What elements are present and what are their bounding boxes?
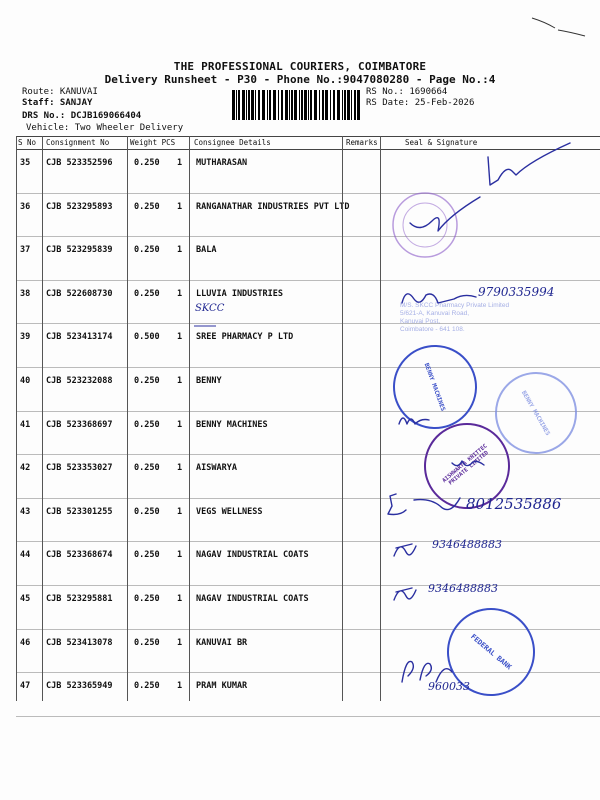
row-sno: 42	[20, 463, 31, 474]
row-weight: 0.250	[134, 593, 160, 604]
row-pcs: 1	[177, 637, 183, 648]
row-sno: 41	[20, 419, 31, 430]
barcode-bar	[330, 90, 331, 120]
barcode-bar	[342, 90, 343, 120]
phone-38: 9790335994	[478, 285, 555, 299]
strike-sree	[190, 322, 220, 332]
row-consignee: NAGAV INDUSTRIAL COATS	[196, 550, 309, 561]
signature-43	[380, 488, 470, 522]
barcode-bar	[314, 90, 317, 120]
row-pcs: 1	[177, 201, 183, 212]
row-pcs: 1	[177, 550, 183, 561]
table-row	[16, 455, 600, 499]
row-consignee: NAGAV INDUSTRIAL COATS	[196, 593, 309, 604]
barcode-bar	[344, 90, 346, 120]
table-row	[16, 194, 600, 238]
barcode-bar	[246, 90, 247, 120]
barcode-bar	[238, 90, 240, 120]
phone-45: 9346488883	[428, 582, 498, 595]
row-sno: 35	[20, 158, 31, 168]
row-pcs: 1	[177, 506, 183, 517]
col-consignee: Consignee Details	[194, 138, 271, 147]
barcode-bar	[232, 90, 235, 120]
row-consignment-no: CJB 523352596	[46, 158, 113, 168]
table-row	[16, 237, 600, 281]
note-47: 960033	[428, 680, 470, 693]
row-consignment-no: CJB 523368697	[46, 419, 113, 430]
row-consignee: MUTHARASAN	[196, 158, 248, 168]
row-consignee: RANGANATHAR INDUSTRIES PVT LTD	[196, 201, 350, 212]
drs-label: DRS No.: DCJB169066404	[22, 111, 142, 121]
stamp-42: AISHWARYA KNITTEC PRIVATE LIMITED	[406, 405, 527, 526]
signature-44	[388, 536, 428, 564]
row-pcs: 1	[177, 245, 183, 256]
rule	[127, 136, 128, 701]
row-sno: 37	[20, 245, 31, 256]
barcode-bar	[301, 90, 303, 120]
barcode-bar	[319, 90, 320, 120]
row-pcs: 1	[177, 288, 183, 299]
barcode-bar	[255, 90, 256, 120]
barcode-bar	[262, 90, 265, 120]
row-weight: 0.250	[134, 245, 160, 256]
staff-label: Staff: SANJAY	[22, 98, 93, 108]
company-title: THE PROFESSIONAL COURIERS, COIMBATORE	[173, 60, 427, 73]
row-sno: 43	[20, 506, 31, 517]
barcode-bar	[333, 90, 335, 120]
barcode-bar	[242, 90, 245, 120]
barcode-bar	[291, 90, 293, 120]
row-weight: 0.250	[134, 419, 160, 430]
row-weight: 0.250	[134, 506, 160, 517]
barcode-bar	[310, 90, 312, 120]
barcode-bar	[285, 90, 288, 120]
rule	[16, 136, 17, 701]
row-sno: 38	[20, 288, 31, 299]
barcode-bar	[325, 90, 328, 120]
col-remarks: Remarks	[346, 138, 378, 147]
table-row	[16, 542, 600, 586]
row-consignment-no: CJB 523232088	[46, 375, 113, 386]
barcode-bar	[354, 90, 356, 120]
barcode	[232, 90, 362, 120]
barcode-bar	[322, 90, 324, 120]
row-consignee: SREE PHARMACY P LTD	[196, 332, 294, 343]
row-consignee: VEGS WELLNESS	[196, 506, 263, 517]
phone-44: 9346488883	[432, 538, 502, 551]
row-pcs: 1	[177, 158, 183, 168]
barcode-bar	[337, 90, 340, 120]
row-consignment-no: CJB 523368674	[46, 550, 113, 561]
row-pcs: 1	[177, 681, 183, 692]
barcode-bar	[258, 90, 260, 120]
phone-43: 8012535886	[466, 495, 562, 513]
corner-mark	[530, 10, 590, 40]
row-weight: 0.250	[134, 681, 160, 692]
row-consignee: PRAM KUMAR	[196, 681, 248, 692]
col-consignment: Consignment No	[46, 138, 110, 147]
rule	[342, 136, 343, 701]
stamp-41: BENNY MACHINES	[480, 357, 592, 469]
barcode-bar	[273, 90, 276, 120]
rule	[42, 136, 43, 701]
row-weight: 0.250	[134, 375, 160, 386]
signature-42	[448, 455, 488, 475]
row-sno: 39	[20, 332, 31, 343]
barcode-bar	[236, 90, 237, 120]
runsheet-subtitle: Delivery Runsheet - P30 - Phone No.:9047080280 - Page No.:4	[104, 73, 496, 86]
signature-41	[395, 410, 435, 430]
barcode-bar	[251, 90, 254, 120]
correction-39: SKCC	[195, 303, 225, 314]
stamp-38: M/S. SKCC Pharmacy Private Limited 5/621-A, Kanuvai Road, Kanuvai Post, Coimbatore - 641 108.	[400, 302, 510, 333]
row-sno: 47	[20, 681, 31, 692]
row-weight: 0.250	[134, 288, 160, 299]
barcode-bar	[308, 90, 309, 120]
barcode-bar	[347, 90, 350, 120]
row-pcs: 1	[177, 375, 183, 386]
row-sno: 46	[20, 637, 31, 648]
stamp-40: BENNY MACHINES	[381, 333, 489, 441]
barcode-bar	[357, 90, 360, 120]
row-consignee: BALA	[196, 245, 217, 256]
barcode-bar	[351, 90, 352, 120]
stamp-46: FEDERAL BANK	[429, 590, 553, 714]
barcode-bar	[269, 90, 271, 120]
stamp-36-37	[380, 185, 500, 275]
barcode-bar	[289, 90, 290, 120]
row-consignment-no: CJB 523413174	[46, 332, 113, 343]
row-pcs: 1	[177, 332, 183, 343]
barcode-bar	[299, 90, 300, 120]
row-weight: 0.250	[134, 637, 160, 648]
row-consignee: BENNY	[196, 375, 222, 386]
row-weight: 0.250	[134, 463, 160, 474]
row-consignment-no: CJB 523295881	[46, 593, 113, 604]
barcode-bar	[248, 90, 250, 120]
row-sno: 45	[20, 593, 31, 604]
rs-number: RS No.: 1690664	[366, 87, 448, 97]
row-consignment-no: CJB 523301255	[46, 506, 113, 517]
signature-45	[388, 580, 428, 608]
row-consignment-no: CJB 523295839	[46, 245, 113, 256]
rs-date: RS Date: 25-Feb-2026	[366, 98, 475, 108]
row-consignment-no: CJB 523295893	[46, 201, 113, 212]
col-weight-pcs: Weight PCS	[130, 138, 176, 147]
vehicle-label: Vehicle: Two Wheeler Delivery	[26, 123, 184, 133]
barcode-bar	[304, 90, 307, 120]
row-sno: 36	[20, 201, 31, 212]
row-consignment-no: CJB 523353027	[46, 463, 113, 474]
row-consignee: KANUVAI BR	[196, 637, 248, 648]
barcode-bar	[294, 90, 297, 120]
barcode-bar	[281, 90, 283, 120]
row-consignee: LLUVIA INDUSTRIES	[196, 288, 283, 299]
row-weight: 0.250	[134, 550, 160, 561]
row-weight: 0.250	[134, 201, 160, 212]
row-pcs: 1	[177, 593, 183, 604]
row-consignee: AISWARYA	[196, 463, 237, 474]
row-weight: 0.500	[134, 332, 160, 343]
row-consignment-no: CJB 522608730	[46, 288, 113, 299]
row-consignment-no: CJB 523365949	[46, 681, 113, 692]
row-sno: 40	[20, 375, 31, 386]
row-consignee: BENNY MACHINES	[196, 419, 268, 430]
row-weight: 0.250	[134, 158, 160, 168]
row-consignment-no: CJB 523413078	[46, 637, 113, 648]
rule	[189, 136, 190, 701]
col-sno: S No	[18, 138, 37, 147]
row-sno: 44	[20, 550, 31, 561]
barcode-bar	[278, 90, 279, 120]
col-seal: Seal & Signature	[405, 138, 478, 147]
route-label: Route: KANUVAI	[22, 87, 98, 97]
barcode-bar	[267, 90, 268, 120]
row-pcs: 1	[177, 419, 183, 430]
row-pcs: 1	[177, 463, 183, 474]
